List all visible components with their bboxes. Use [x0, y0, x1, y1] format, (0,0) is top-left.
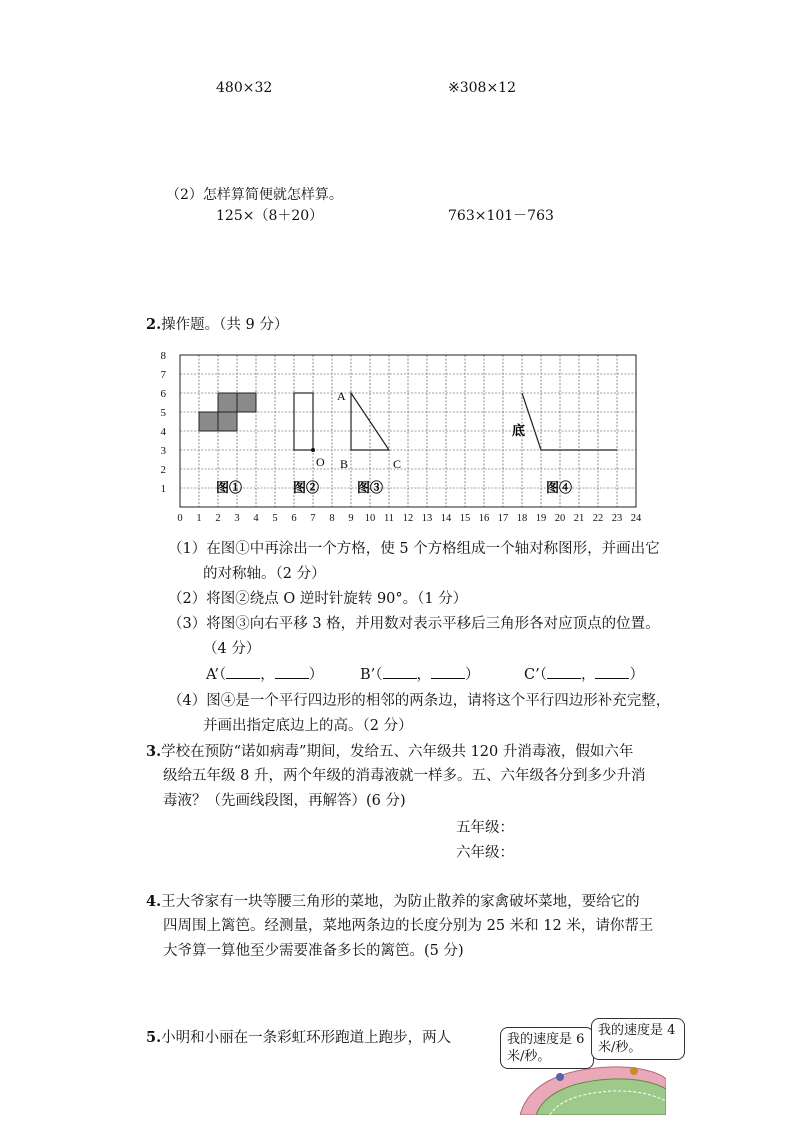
q3-line1 [146, 739, 633, 765]
figure-4-sides [522, 393, 617, 450]
x-tick: 24 [630, 513, 642, 524]
coordinate-grid-figure [150, 347, 660, 527]
runner-icon [630, 1067, 638, 1075]
point-a-label: A [337, 389, 346, 403]
part2-instruction: （2）怎样算简便就怎样算。 [166, 187, 343, 203]
q3-text: 学校在预防“诺如病毒”期间，发给五、六年级共 120 升消毒液，假如六年 [161, 744, 634, 760]
comma: ， [580, 667, 596, 683]
x-tick: 18 [516, 513, 528, 524]
a-prime-label: A’（ [206, 667, 227, 683]
q2-number: 2. [146, 316, 162, 333]
a-prime-answer [206, 663, 323, 688]
x-tick: 21 [573, 513, 585, 524]
q3-line2: 级给五年级 8 升，两个年级的消毒液就一样多。五、六年级各分到多少升消 [163, 768, 646, 784]
q2-title: 操作题。（共 9 分） [161, 317, 289, 333]
runner-icon [556, 1073, 564, 1081]
point-o-dot [311, 448, 315, 452]
x-tick: 7 [310, 513, 316, 524]
a-prime-y-blank[interactable] [275, 664, 309, 679]
close-paren: ） [308, 667, 324, 683]
q3-number: 3. [146, 743, 162, 760]
figure-1-label: 图① [216, 480, 243, 495]
y-tick: 3 [160, 445, 166, 457]
x-tick: 12 [402, 513, 414, 524]
point-c-label: C [393, 457, 402, 471]
speech-bubble-xiaoli: 我的速度是 4 米/秒。 [591, 1018, 685, 1060]
x-tick: 0 [177, 513, 183, 524]
b-prime-label: B’（ [360, 667, 383, 683]
q2-sub2: （2）将图②绕点 O 逆时针旋转 90°。（1 分） [168, 591, 468, 607]
q4-line3: 大爷算一算他至少需要准备多长的篱笆。(5 分) [163, 943, 464, 959]
x-tick: 14 [440, 513, 452, 524]
x-tick: 6 [291, 513, 297, 524]
x-tick: 8 [329, 513, 335, 524]
x-tick: 1 [196, 513, 202, 524]
speech-bubble-xiaoming: 我的速度是 6 米/秒。 [500, 1027, 594, 1069]
q5-number: 5. [146, 1029, 162, 1046]
x-tick: 15 [459, 513, 471, 524]
q4-number: 4. [146, 893, 162, 910]
a-prime-x-blank[interactable] [226, 664, 260, 679]
q2-sub3-line1: （3）将图③向右平移 3 格，并用数对表示平移后三角形各对应顶点的位置。 [168, 616, 660, 632]
x-tick: 23 [611, 513, 623, 524]
y-tick: 5 [160, 407, 166, 419]
comma: ， [260, 667, 275, 683]
q4-text: 王大爷家有一块等腰三角形的菜地，为防止散养的家禽破坏菜地，要给它的 [161, 894, 640, 910]
x-tick: 11 [383, 513, 395, 524]
close-paren: ） [629, 667, 644, 683]
figure-2-label: 图② [293, 480, 320, 495]
q3-line3: 毒液？（先画线段图，再解答）(6 分) [163, 793, 406, 809]
y-axis-ticks [161, 350, 167, 495]
figure-2-rectangle [294, 393, 313, 450]
y-tick: 2 [160, 464, 166, 476]
figure-1-squares [199, 393, 256, 431]
q5-text: 小明和小丽在一条彩虹环形跑道上跑步，两人 [161, 1030, 452, 1046]
q4-line2: 四周围上篱笆。经测量，菜地两条边的长度分别为 25 米和 12 米，请你帮王 [163, 918, 654, 934]
base-label: 底 [512, 423, 526, 438]
close-paren: ） [465, 667, 480, 683]
q2-heading [146, 316, 288, 334]
q2-sub4-line1: （4）图④是一个平行四边形的相邻的两条边，请将这个平行四边形补充完整， [168, 693, 671, 709]
q4-line1 [146, 889, 640, 915]
comma: ， [416, 667, 432, 683]
x-tick: 22 [592, 513, 604, 524]
x-tick: 5 [272, 513, 278, 524]
expression-480x32: 480×32 [216, 80, 273, 96]
q2-sub1-line1: （1）在图①中再涂出一个方格，使 5 个方格组成一个轴对称图形，并画出它 [168, 541, 660, 557]
x-tick: 10 [364, 513, 376, 524]
x-tick: 3 [234, 513, 240, 524]
c-prime-y-blank[interactable] [595, 664, 629, 679]
b-prime-y-blank[interactable] [431, 664, 465, 679]
x-tick: 19 [535, 513, 547, 524]
point-o-label: O [316, 455, 325, 469]
x-tick: 16 [478, 513, 490, 524]
c-prime-label: C’（ [524, 667, 547, 683]
x-tick: 4 [253, 513, 259, 524]
grade5-label: 五年级： [456, 820, 514, 836]
q2-sub1-line2: 的对称轴。（2 分） [203, 566, 326, 582]
expression-308x12: ※308×12 [448, 80, 516, 96]
expression-763: 763×101－763 [448, 208, 554, 224]
y-tick: 7 [160, 369, 166, 381]
y-tick: 6 [160, 388, 166, 400]
y-tick: 1 [160, 483, 166, 495]
y-tick: 8 [160, 350, 166, 362]
point-b-label: B [340, 457, 349, 471]
q5-line1 [146, 1025, 451, 1051]
x-tick: 9 [348, 513, 354, 524]
figure-3-label: 图③ [357, 480, 384, 495]
expression-125: 125×（8＋20） [216, 208, 324, 224]
x-tick: 2 [215, 513, 221, 524]
c-prime-answer [524, 663, 644, 688]
c-prime-x-blank[interactable] [547, 664, 581, 679]
b-prime-answer [360, 663, 480, 688]
q2-sub3-line2: （4 分） [203, 641, 261, 657]
x-axis-ticks [177, 513, 642, 524]
x-tick: 13 [421, 513, 433, 524]
grade6-label: 六年级： [456, 845, 514, 861]
b-prime-x-blank[interactable] [383, 664, 417, 679]
x-tick: 20 [554, 513, 566, 524]
x-tick: 17 [497, 513, 509, 524]
q2-sub4-line2: 并画出指定底边上的高。（2 分） [203, 718, 413, 734]
y-tick: 4 [160, 426, 166, 438]
figure-4-label: 图④ [546, 480, 573, 495]
